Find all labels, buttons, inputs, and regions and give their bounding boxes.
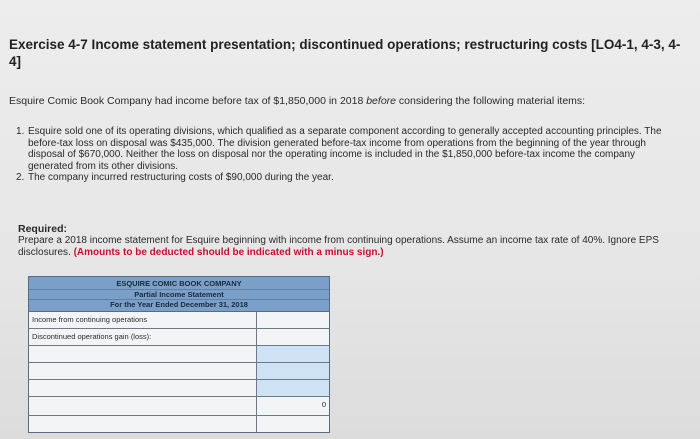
company-name: ESQUIRE COMIC BOOK COMPANY bbox=[29, 279, 329, 290]
list-item bbox=[16, 172, 676, 184]
row-label-input[interactable] bbox=[29, 416, 257, 432]
row-amount-input[interactable] bbox=[257, 363, 329, 379]
exercise-title: Exercise 4-7 Income statement presentation; discontinued operations; restructuring costs [LO4-1, 4-3, 4-4] bbox=[9, 37, 681, 69]
table-row bbox=[29, 380, 329, 397]
statement-subtitle: Partial Income Statement bbox=[29, 290, 329, 301]
list-item bbox=[16, 126, 676, 172]
row-amount-input[interactable] bbox=[257, 346, 329, 362]
list-item-number: 2. bbox=[16, 172, 25, 184]
row-amount-input[interactable] bbox=[257, 380, 329, 396]
statement-header bbox=[29, 277, 329, 312]
row-label-input[interactable]: Income from continuing operations bbox=[29, 312, 257, 328]
income-statement-table bbox=[28, 276, 330, 433]
minus-sign-note: (Amounts to be deducted should be indicated with a minus sign.) bbox=[73, 246, 384, 258]
row-label-input[interactable] bbox=[29, 380, 257, 396]
row-amount-input[interactable] bbox=[257, 416, 329, 432]
table-row bbox=[29, 397, 329, 416]
required-instructions bbox=[18, 235, 678, 259]
row-label-input[interactable] bbox=[29, 363, 257, 379]
required-heading: Required: bbox=[18, 223, 68, 235]
list-item-number: 1. bbox=[16, 126, 25, 137]
row-label-input[interactable]: Discontinued operations gain (loss): bbox=[29, 329, 257, 345]
row-amount-input[interactable]: 0 bbox=[321, 399, 326, 409]
statement-period: For the Year Ended December 31, 2018 bbox=[110, 300, 248, 310]
row-label-input[interactable] bbox=[29, 346, 257, 362]
required-text: Prepare a 2018 income statement for Esquire beginning with income from continuing operations. Assume an income tax rate of 40%. Ignore EPS disclosures. bbox=[18, 235, 659, 258]
table-row bbox=[29, 329, 329, 346]
table-row bbox=[29, 312, 329, 329]
row-label-input[interactable] bbox=[29, 397, 257, 415]
material-items-list bbox=[16, 126, 676, 184]
list-item-text: Esquire sold one of its operating divisions, which qualified as a separate component according to generally accepted accounting principles. The before-tax loss on disposal was $435,000. The division generated before-tax income from operations from the beginning of the year through disposal of $670,000. Neither the loss on disposal nor the operating income is included in the $1,850,000 before-tax income the company generated from its other divisions. bbox=[28, 126, 662, 172]
intro-text-before: Esquire Comic Book Company had income before tax of $1,850,000 in 2018 bbox=[9, 95, 367, 107]
list-item-text: The company incurred restructuring costs of $90,000 during the year. bbox=[28, 172, 334, 184]
table-row bbox=[29, 346, 329, 363]
row-amount-input[interactable] bbox=[257, 329, 329, 345]
row-amount-input[interactable] bbox=[257, 312, 329, 328]
intro-text-italic: before bbox=[366, 95, 396, 107]
intro-text-after: considering the following material items: bbox=[396, 95, 586, 107]
table-row bbox=[29, 363, 329, 380]
intro-paragraph bbox=[9, 95, 689, 108]
table-row bbox=[29, 416, 329, 432]
